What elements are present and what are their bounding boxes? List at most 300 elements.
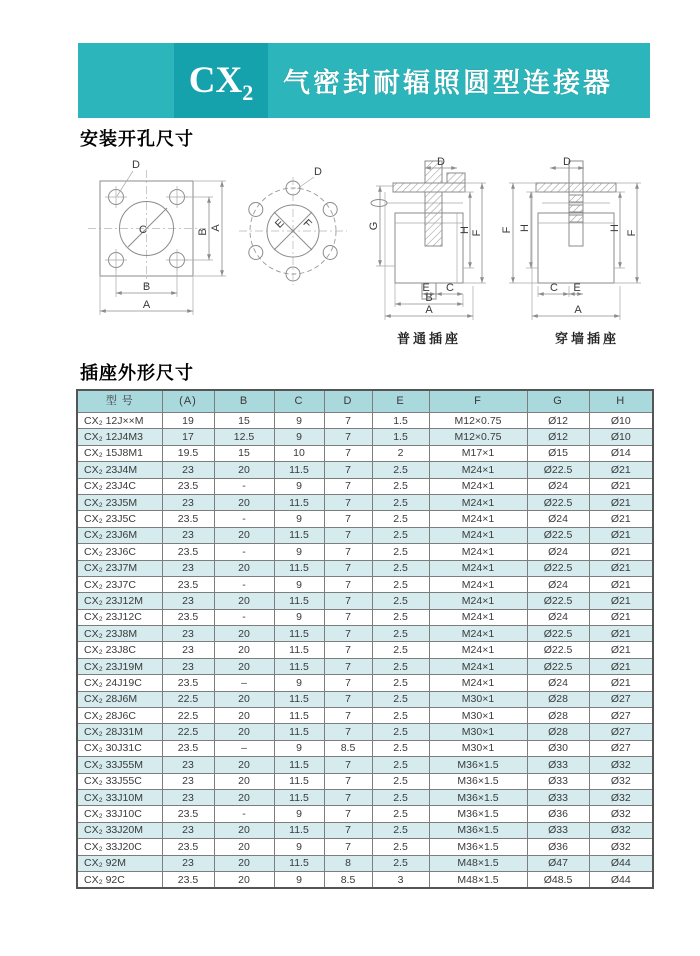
model-cell: CX₂ 23J7C	[77, 576, 162, 592]
dimension-cell: Ø22.5	[527, 642, 589, 658]
table-row	[77, 675, 653, 691]
dimension-cell: 9	[274, 511, 324, 527]
dimension-cell: 2.5	[372, 560, 429, 576]
dimension-cell: 2.5	[372, 462, 429, 478]
table-row	[77, 658, 653, 674]
dimension-cell: 7	[324, 544, 372, 560]
dimension-cell: 11.5	[274, 691, 324, 707]
dimension-cell: M30×1	[429, 740, 527, 756]
dimension-cell: 2.5	[372, 527, 429, 543]
table-row	[77, 855, 653, 871]
dim-label: C	[446, 282, 454, 294]
dimension-cell: M24×1	[429, 626, 527, 642]
dimension-cell: 2.5	[372, 675, 429, 691]
dimension-cell: 23	[162, 822, 214, 838]
dimension-cell: 23	[162, 462, 214, 478]
dimension-cell: 1.5	[372, 413, 429, 429]
table-row	[77, 789, 653, 805]
dimension-cell: -	[214, 576, 274, 592]
dimension-cell: 19.5	[162, 445, 214, 461]
section-title-mounting: 安装开孔尺寸	[80, 129, 194, 149]
dimension-cell: 2.5	[372, 708, 429, 724]
dimension-cell: Ø33	[527, 789, 589, 805]
dimension-cell: 7	[324, 822, 372, 838]
dimension-cell: 9	[274, 429, 324, 445]
dimension-cell: 2.5	[372, 593, 429, 609]
dimension-cell: Ø27	[589, 724, 653, 740]
table-row	[77, 494, 653, 510]
dimension-cell: M24×1	[429, 478, 527, 494]
table-row	[77, 429, 653, 445]
dimension-cell: 2.5	[372, 478, 429, 494]
dimension-cell: Ø21	[589, 626, 653, 642]
dimension-cell: Ø27	[589, 708, 653, 724]
dimension-cell: Ø21	[589, 593, 653, 609]
dimension-cell: Ø44	[589, 855, 653, 871]
dimension-cell: 23.5	[162, 839, 214, 855]
model-cell: CX₂ 28J6C	[77, 708, 162, 724]
dimension-cell: Ø30	[527, 740, 589, 756]
dim-label: A	[210, 224, 222, 232]
dimension-cell: 7	[324, 478, 372, 494]
model-cell: CX₂ 33J10M	[77, 789, 162, 805]
dimension-cell: 7	[324, 789, 372, 805]
table-row	[77, 576, 653, 592]
column-header-8: H	[589, 390, 653, 413]
table-row	[77, 560, 653, 576]
dimension-cell: -	[214, 478, 274, 494]
dimension-cell: Ø22.5	[527, 527, 589, 543]
dimension-cell: 2.5	[372, 806, 429, 822]
dimension-cell: Ø21	[589, 642, 653, 658]
dimension-cell: 2.5	[372, 789, 429, 805]
dimension-cell: 9	[274, 478, 324, 494]
series-logo	[174, 43, 268, 118]
dimension-cell: 23.5	[162, 511, 214, 527]
dimension-cell: M24×1	[429, 494, 527, 510]
dimension-cell: 7	[324, 642, 372, 658]
normal-socket-caption: 普通插座	[396, 331, 462, 346]
column-header-2: B	[214, 390, 274, 413]
dimension-cell: Ø32	[589, 789, 653, 805]
dimension-cell: 2.5	[372, 642, 429, 658]
table-row	[77, 462, 653, 478]
dimension-cell: 7	[324, 494, 372, 510]
dimension-cell: M24×1	[429, 527, 527, 543]
dimension-cell: Ø22.5	[527, 560, 589, 576]
round-flange-drawing	[239, 166, 347, 285]
dimension-cell: 11.5	[274, 494, 324, 510]
dim-label: E	[273, 217, 287, 231]
dimension-cell: 11.5	[274, 789, 324, 805]
dimension-cell: Ø21	[589, 576, 653, 592]
dimension-cell: M36×1.5	[429, 757, 527, 773]
dimension-cell: 11.5	[274, 658, 324, 674]
dim-label: A	[574, 304, 582, 316]
dimension-cell: Ø33	[527, 822, 589, 838]
dimension-cell: Ø22.5	[527, 494, 589, 510]
dimension-cell: 7	[324, 675, 372, 691]
dimension-cell: Ø24	[527, 609, 589, 625]
table-row	[77, 822, 653, 838]
dimension-cell: 23	[162, 593, 214, 609]
dimension-cell: -	[214, 609, 274, 625]
dimension-cell: 2.5	[372, 773, 429, 789]
dimension-cell: 12.5	[214, 429, 274, 445]
dimension-cell: -	[214, 806, 274, 822]
dimension-cell: Ø36	[527, 806, 589, 822]
dimension-cell: 20	[214, 560, 274, 576]
dim-label: D	[563, 156, 571, 168]
dimension-cell: 2.5	[372, 691, 429, 707]
dimension-cell: M30×1	[429, 691, 527, 707]
dim-label: D	[437, 156, 445, 168]
model-cell: CX₂ 33J55M	[77, 757, 162, 773]
model-cell: CX₂ 15J8M1	[77, 445, 162, 461]
dimension-cell: 7	[324, 413, 372, 429]
dimension-cell: 15	[214, 445, 274, 461]
dimension-cell: 9	[274, 609, 324, 625]
dimension-cell: 9	[274, 675, 324, 691]
table-row	[77, 806, 653, 822]
dimension-cell: 2.5	[372, 839, 429, 855]
table-row	[77, 740, 653, 756]
dimension-cell: Ø28	[527, 708, 589, 724]
dimension-cell: 20	[214, 462, 274, 478]
dimension-cell: 20	[214, 708, 274, 724]
model-cell: CX₂ 33J20M	[77, 822, 162, 838]
dimension-cell: Ø21	[589, 527, 653, 543]
table-header	[77, 390, 653, 413]
dim-label: E	[422, 282, 430, 294]
dimension-cell: 20	[214, 527, 274, 543]
dimension-cell: -	[214, 544, 274, 560]
dimension-cell: 11.5	[274, 757, 324, 773]
dimension-cell: Ø21	[589, 544, 653, 560]
model-cell: CX₂ 23J5M	[77, 494, 162, 510]
column-header-5: E	[372, 390, 429, 413]
dimension-cell: 11.5	[274, 560, 324, 576]
dimension-cell: 23.5	[162, 806, 214, 822]
dimension-cell: Ø36	[527, 839, 589, 855]
dimension-cell: 11.5	[274, 773, 324, 789]
dimension-cell: 7	[324, 658, 372, 674]
dim-label: F	[471, 229, 483, 237]
dimension-cell: –	[214, 740, 274, 756]
dimension-cell: 9	[274, 413, 324, 429]
dimension-cell: M12×0.75	[429, 429, 527, 445]
dimension-cell: 10	[274, 445, 324, 461]
dimension-cell: 23	[162, 527, 214, 543]
model-cell: CX₂ 92C	[77, 871, 162, 888]
dimension-cell: 1.5	[372, 429, 429, 445]
section-title-outline: 插座外形尺寸	[80, 363, 194, 383]
table-row	[77, 691, 653, 707]
model-cell: CX₂ 23J4M	[77, 462, 162, 478]
dimension-cell: 2.5	[372, 724, 429, 740]
dimension-cell: 2.5	[372, 757, 429, 773]
table-row	[77, 626, 653, 642]
wall-socket-caption: 穿墙插座	[554, 331, 620, 346]
model-cell: CX₂ 23J12C	[77, 609, 162, 625]
dimension-cell: 7	[324, 429, 372, 445]
normal-socket-drawing	[368, 156, 486, 346]
dimension-cell: M24×1	[429, 658, 527, 674]
dimension-cell: 7	[324, 511, 372, 527]
dimension-cell: M17×1	[429, 445, 527, 461]
dimension-cell: 20	[214, 642, 274, 658]
dim-label: D	[132, 159, 140, 171]
dimension-cell: 3	[372, 871, 429, 888]
product-title: 气密封耐辐照圆型连接器	[283, 68, 613, 98]
model-cell: CX₂ 23J5C	[77, 511, 162, 527]
dimension-cell: Ø28	[527, 724, 589, 740]
dimension-cell: 11.5	[274, 462, 324, 478]
square-flange-drawing	[88, 159, 226, 315]
dimension-cell: 9	[274, 544, 324, 560]
table-row	[77, 724, 653, 740]
dim-label: C	[550, 282, 558, 294]
dim-label: B	[142, 281, 151, 293]
dimension-cell: M36×1.5	[429, 789, 527, 805]
dimension-cell: Ø32	[589, 839, 653, 855]
dim-label: B	[197, 228, 209, 236]
dimension-cell: 11.5	[274, 642, 324, 658]
dimension-cell: 23	[162, 494, 214, 510]
table-row	[77, 642, 653, 658]
model-cell: CX₂ 23J4C	[77, 478, 162, 494]
dimension-cell: 23.5	[162, 576, 214, 592]
dimension-cell: 23.5	[162, 544, 214, 560]
dimension-cell: M30×1	[429, 724, 527, 740]
dimension-cell: 11.5	[274, 593, 324, 609]
table-row	[77, 609, 653, 625]
dimension-cell: 23.5	[162, 675, 214, 691]
dimension-cell: Ø22.5	[527, 593, 589, 609]
dimension-cell: M24×1	[429, 511, 527, 527]
dimension-cell: 7	[324, 839, 372, 855]
mounting-diagrams	[76, 150, 654, 352]
dimension-cell: 23	[162, 773, 214, 789]
dimension-cell: 2.5	[372, 511, 429, 527]
table-row	[77, 544, 653, 560]
dimension-cell: 20	[214, 871, 274, 888]
dimension-cell: M24×1	[429, 593, 527, 609]
dimension-cell: 20	[214, 658, 274, 674]
dimension-cell: Ø48.5	[527, 871, 589, 888]
dimension-cell: Ø22.5	[527, 462, 589, 478]
dimension-cell: 23.5	[162, 740, 214, 756]
dimension-cell: Ø47	[527, 855, 589, 871]
dimension-cell: 11.5	[274, 724, 324, 740]
dimension-cell: Ø24	[527, 511, 589, 527]
dimension-cell: 2.5	[372, 855, 429, 871]
dimension-cell: 7	[324, 560, 372, 576]
dimension-cell: 23	[162, 626, 214, 642]
dimension-cell: 7	[324, 626, 372, 642]
table-row	[77, 708, 653, 724]
column-header-0: 型 号	[77, 390, 162, 413]
model-cell: CX₂ 23J6M	[77, 527, 162, 543]
dimension-cell: 7	[324, 691, 372, 707]
dimension-cell: M24×1	[429, 560, 527, 576]
dimension-cell: 9	[274, 740, 324, 756]
dimension-cell: Ø12	[527, 413, 589, 429]
dimension-cell: 8.5	[324, 740, 372, 756]
model-cell: CX₂ 92M	[77, 855, 162, 871]
dimension-cell: M24×1	[429, 675, 527, 691]
header-banner	[78, 43, 650, 118]
model-cell: CX₂ 28J6M	[77, 691, 162, 707]
dimension-cell: 23	[162, 757, 214, 773]
dimension-cell: Ø22.5	[527, 658, 589, 674]
model-cell: CX₂ 33J55C	[77, 773, 162, 789]
model-cell: CX₂ 28J31M	[77, 724, 162, 740]
dimension-cell: 22.5	[162, 691, 214, 707]
dimension-cell: 11.5	[274, 855, 324, 871]
dim-label: A	[425, 304, 433, 316]
dimension-cell: M12×0.75	[429, 413, 527, 429]
dimension-cell: M24×1	[429, 609, 527, 625]
column-header-1: (A)	[162, 390, 214, 413]
dim-label: H	[519, 224, 531, 232]
table-row	[77, 839, 653, 855]
dim-label: G	[368, 221, 380, 231]
series-name: CX	[188, 60, 243, 101]
dimension-cell: Ø10	[589, 429, 653, 445]
table-row	[77, 511, 653, 527]
dimension-cell: 7	[324, 757, 372, 773]
dimension-cell: Ø24	[527, 675, 589, 691]
dimension-cell: 7	[324, 462, 372, 478]
dimension-cell: 2.5	[372, 658, 429, 674]
dimension-cell: Ø24	[527, 576, 589, 592]
table-row	[77, 413, 653, 429]
dimension-cell: Ø24	[527, 544, 589, 560]
dimension-cell: 7	[324, 445, 372, 461]
dimension-cell: 19	[162, 413, 214, 429]
dimension-cell: 20	[214, 773, 274, 789]
dimension-cell: 20	[214, 789, 274, 805]
series-subscript: 2	[242, 80, 254, 105]
dimension-cell: M24×1	[429, 576, 527, 592]
dimension-cell: M48×1.5	[429, 855, 527, 871]
dimension-cell: Ø15	[527, 445, 589, 461]
dimension-cell: 11.5	[274, 822, 324, 838]
dimension-cell: 2.5	[372, 609, 429, 625]
dimension-cell: 23.5	[162, 871, 214, 888]
wall-socket-drawing	[501, 156, 641, 346]
dimension-cell: M36×1.5	[429, 839, 527, 855]
dim-label: F	[501, 226, 513, 234]
dimension-cell: 20	[214, 855, 274, 871]
dimension-cell: Ø32	[589, 806, 653, 822]
dimension-cell: 9	[274, 839, 324, 855]
dimension-cell: 7	[324, 576, 372, 592]
dimension-cell: –	[214, 675, 274, 691]
model-cell: CX₂ 23J19M	[77, 658, 162, 674]
table-row	[77, 478, 653, 494]
dimension-cell: Ø27	[589, 691, 653, 707]
dimension-cell: 2.5	[372, 626, 429, 642]
dimension-cell: Ø27	[589, 740, 653, 756]
dimension-cell: 23.5	[162, 478, 214, 494]
dimension-cell: 20	[214, 626, 274, 642]
dimension-cell: Ø14	[589, 445, 653, 461]
dimension-cell: 23	[162, 642, 214, 658]
dimension-cell: Ø44	[589, 871, 653, 888]
dimension-cell: Ø21	[589, 560, 653, 576]
column-header-6: F	[429, 390, 527, 413]
dim-label: D	[314, 166, 322, 178]
dimension-cell: 7	[324, 708, 372, 724]
dimension-cell: Ø21	[589, 658, 653, 674]
dimension-cell: 11.5	[274, 708, 324, 724]
model-cell: CX₂ 33J20C	[77, 839, 162, 855]
dimension-cell: M36×1.5	[429, 773, 527, 789]
dimension-table	[76, 389, 654, 889]
dimension-cell: 20	[214, 691, 274, 707]
dimension-cell: Ø33	[527, 757, 589, 773]
model-cell: CX₂ 33J10C	[77, 806, 162, 822]
model-cell: CX₂ 24J19C	[77, 675, 162, 691]
model-cell: CX₂ 23J12M	[77, 593, 162, 609]
dimension-cell: Ø10	[589, 413, 653, 429]
dimension-cell: 9	[274, 871, 324, 888]
dim-label: F	[626, 229, 638, 237]
dimension-cell: 8	[324, 855, 372, 871]
dimension-cell: 23.5	[162, 609, 214, 625]
dimension-cell: 23	[162, 658, 214, 674]
table-row	[77, 527, 653, 543]
column-header-4: D	[324, 390, 372, 413]
dimension-cell: 9	[274, 806, 324, 822]
dimension-cell: Ø28	[527, 691, 589, 707]
table-body	[77, 413, 653, 889]
table-row	[77, 757, 653, 773]
dimension-cell: M30×1	[429, 708, 527, 724]
dimension-cell: M24×1	[429, 544, 527, 560]
dim-label: F	[300, 217, 314, 231]
model-cell: CX₂ 12J4M3	[77, 429, 162, 445]
dim-label: B	[425, 292, 433, 304]
column-header-7: G	[527, 390, 589, 413]
dimension-cell: 2.5	[372, 544, 429, 560]
dimension-cell: M36×1.5	[429, 806, 527, 822]
dimension-cell: 20	[214, 757, 274, 773]
model-cell: CX₂ 23J6C	[77, 544, 162, 560]
column-header-3: C	[274, 390, 324, 413]
dimension-cell: 20	[214, 494, 274, 510]
dimension-cell: Ø21	[589, 609, 653, 625]
dimension-cell: 2.5	[372, 494, 429, 510]
dimension-cell: 23	[162, 789, 214, 805]
dimension-cell: 7	[324, 593, 372, 609]
dimension-cell: Ø24	[527, 478, 589, 494]
dimension-cell: -	[214, 511, 274, 527]
dimension-cell: M24×1	[429, 462, 527, 478]
dimension-cell: Ø21	[589, 494, 653, 510]
dimension-cell: 7	[324, 527, 372, 543]
dim-label: C	[139, 224, 147, 236]
dimension-cell: 11.5	[274, 626, 324, 642]
dimension-cell: 20	[214, 822, 274, 838]
dimension-cell: Ø21	[589, 462, 653, 478]
dimension-cell: 2.5	[372, 576, 429, 592]
dimension-cell: 15	[214, 413, 274, 429]
dimension-cell: Ø32	[589, 773, 653, 789]
dim-label: H	[459, 226, 471, 234]
